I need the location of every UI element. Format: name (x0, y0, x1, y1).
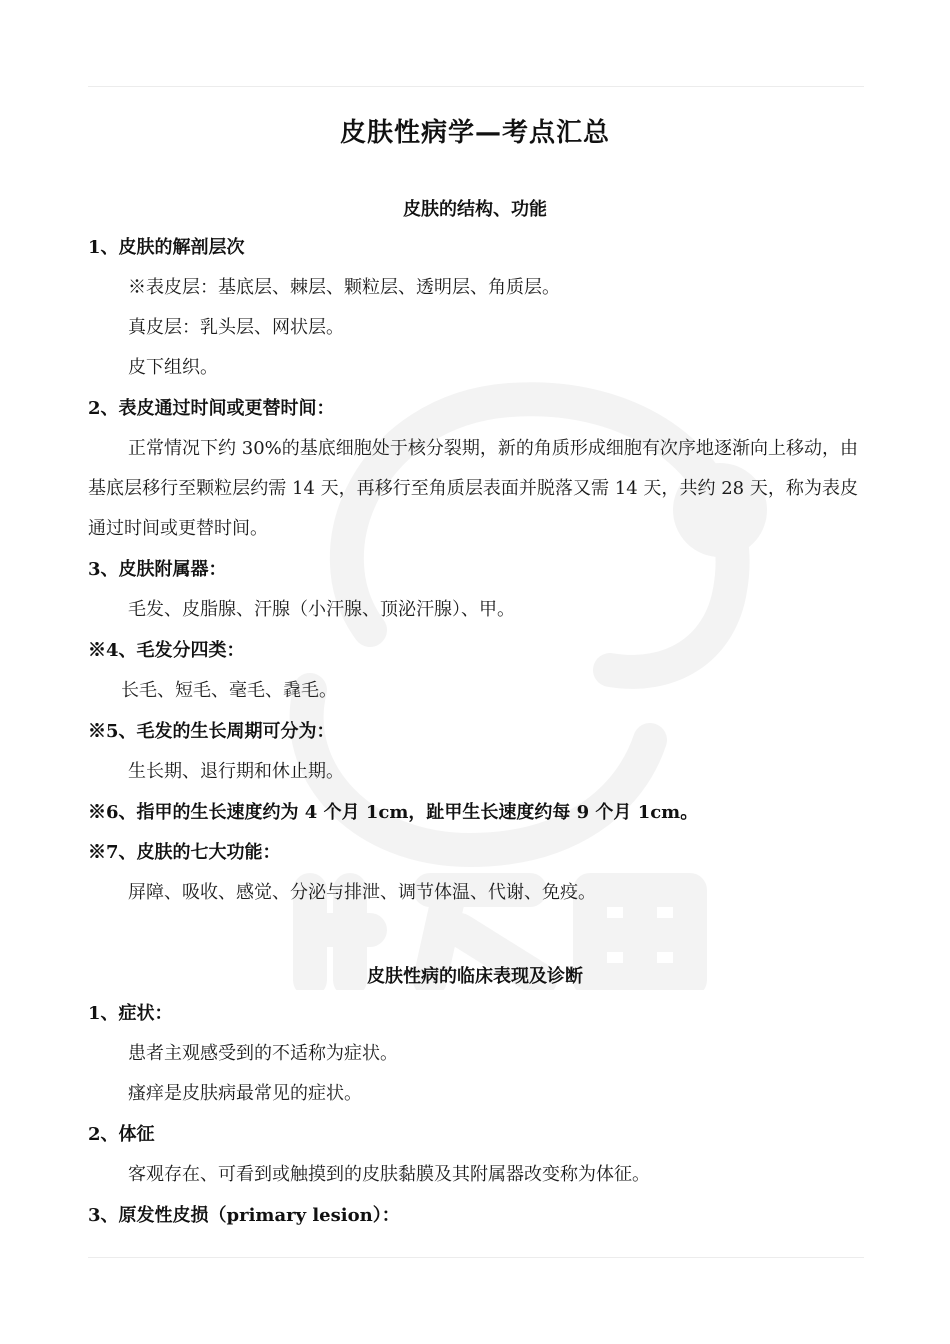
item-7-line-1: 屏障、吸收、感觉、分泌与排泄、调节体温、代谢、免疫。 (128, 882, 596, 903)
item-3-heading: 3、皮肤附属器： (88, 559, 227, 580)
item-2-heading: 2、表皮通过时间或更替时间： (88, 398, 335, 419)
item-1-heading: 1、皮肤的解剖层次 (88, 237, 245, 258)
clinical-item-1-line-1: 患者主观感受到的不适称为症状。 (128, 1043, 398, 1064)
clinical-item-2-heading: 2、体征 (88, 1124, 155, 1145)
clinical-item-3-heading: 3、原发性皮损（primary lesion）： (88, 1205, 400, 1226)
item-5-line-1: 生长期、退行期和休止期。 (128, 761, 344, 782)
item-5-heading: ※5、毛发的生长周期可分为： (88, 721, 335, 742)
item-7-heading: ※7、皮肤的七大功能： (88, 842, 281, 863)
item-4-heading: ※4、毛发分四类： (88, 640, 245, 661)
item-3-line-1: 毛发、皮脂腺、汗腺（小汗腺、顶泌汗腺）、甲。 (128, 599, 515, 620)
item-6-heading: ※6、指甲的生长速度约为 4 个月 1cm，趾甲生长速度约每 9 个月 1cm。 (88, 802, 699, 823)
clinical-item-1-line-2: 瘙痒是皮肤病最常见的症状。 (128, 1083, 362, 1104)
bottom-rule (88, 1257, 864, 1258)
section-heading-clinical: 皮肤性病的临床表现及诊断 (367, 966, 583, 987)
item-4-line-1: 长毛、短毛、毫毛、毳毛。 (121, 680, 337, 701)
item-1-line-1: ※表皮层：基底层、棘层、颗粒层、透明层、角质层。 (128, 277, 560, 298)
section-heading-structure: 皮肤的结构、功能 (403, 199, 547, 220)
item-1-line-3: 皮下组织。 (128, 357, 218, 378)
top-rule (88, 86, 864, 87)
page-title: 皮肤性病学—考点汇总 (339, 118, 610, 148)
clinical-item-2-line-1: 客观存在、可看到或触摸到的皮肤黏膜及其附属器改变称为体征。 (128, 1164, 650, 1185)
item-1-line-2: 真皮层：乳头层、网状层。 (128, 317, 344, 338)
clinical-item-1-heading: 1、症状： (88, 1003, 173, 1024)
item-2-paragraph: 正常情况下约 30%的基底细胞处于核分裂期，新的角质形成细胞有次序地逐渐向上移动，由基底层移行至颗粒层约需 14 天，再移行至角质层表面并脱落又需 14 天，共约 28 天，称为表皮通过时间或更替时间。 (88, 438, 858, 539)
